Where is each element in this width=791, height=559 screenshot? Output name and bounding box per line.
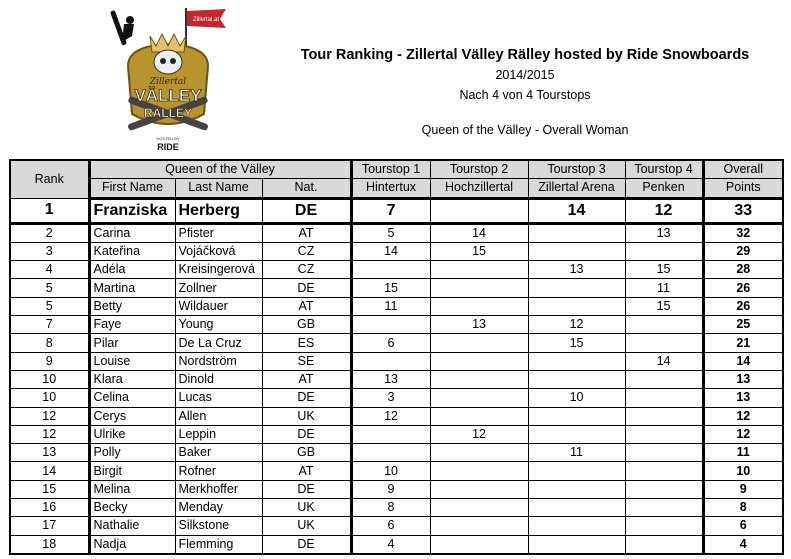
tourstop4-points <box>625 370 703 388</box>
tourstop1-points <box>351 352 430 370</box>
tourstop1-points <box>351 444 430 462</box>
last-name-cell: Young <box>175 316 262 334</box>
first-name-cell: Cerys <box>89 407 175 425</box>
table-row <box>10 499 783 517</box>
table-row <box>10 352 783 370</box>
overall-points: 13 <box>703 370 783 388</box>
category-title: Queen of the Välley - Overall Woman <box>421 123 629 137</box>
overall-points: 6 <box>703 517 783 535</box>
rank-cell: 10 <box>10 389 89 407</box>
tourstop2-points <box>430 370 528 388</box>
table-row <box>10 517 783 535</box>
tourstop1-location: Hintertux <box>351 179 430 198</box>
tourstop3-points <box>528 352 625 370</box>
nat-cell: DE <box>262 535 351 554</box>
tourstop4-points <box>625 316 703 334</box>
tourstop3-points <box>528 297 625 315</box>
tourstop3-points: 11 <box>528 444 625 462</box>
overall-points: 8 <box>703 499 783 517</box>
valley-ralley-logo <box>108 6 228 156</box>
tourstop1-points <box>351 316 430 334</box>
tourstop3-points <box>528 425 625 443</box>
tourstop3-points <box>528 370 625 388</box>
nat-cell: GB <box>262 444 351 462</box>
last-name-cell: Menday <box>175 499 262 517</box>
tourstop4-points <box>625 480 703 498</box>
tourstop2-points <box>430 517 528 535</box>
first-name-cell: Carina <box>89 223 175 242</box>
rank-cell: 17 <box>10 517 89 535</box>
table-row <box>10 261 783 279</box>
tourstop3-points: 12 <box>528 316 625 334</box>
tourstop3-points: 15 <box>528 334 625 352</box>
rank-cell: 4 <box>10 261 89 279</box>
tourstop2-points <box>430 407 528 425</box>
nat-cell: ES <box>262 334 351 352</box>
rank-cell: 12 <box>10 407 89 425</box>
first-name-cell: Nathalie <box>89 517 175 535</box>
group-header: Queen of the Välley <box>89 160 351 179</box>
tourstop2-points <box>430 334 528 352</box>
table-row <box>10 223 783 242</box>
tourstop2-points <box>430 261 528 279</box>
overall-points: 13 <box>703 389 783 407</box>
overall-points: 28 <box>703 261 783 279</box>
table-row <box>10 535 783 554</box>
overall-points: 12 <box>703 425 783 443</box>
overall-points: 14 <box>703 352 783 370</box>
table-row <box>10 316 783 334</box>
tourstop4-points <box>625 407 703 425</box>
logo-line2: VÄLLEY <box>134 86 202 105</box>
last-name-cell: Kreisingerová <box>175 261 262 279</box>
last-name-header: Last Name <box>175 179 262 198</box>
tourstop4-points <box>625 444 703 462</box>
tourstop2-points <box>430 352 528 370</box>
first-name-cell: Birgit <box>89 462 175 480</box>
tourstop2-points <box>430 297 528 315</box>
tourstop1-points: 5 <box>351 223 430 242</box>
tourstop1-header: Tourstop 1 <box>351 160 430 179</box>
nat-cell: CZ <box>262 261 351 279</box>
tourstop1-points: 12 <box>351 407 430 425</box>
nat-cell: DE <box>262 389 351 407</box>
last-name-cell: Allen <box>175 407 262 425</box>
overall-points: 25 <box>703 316 783 334</box>
tourstop1-points: 4 <box>351 535 430 554</box>
tourstop4-points <box>625 499 703 517</box>
overall-points: 10 <box>703 462 783 480</box>
last-name-cell: Lucas <box>175 389 262 407</box>
tourstop2-points: 13 <box>430 316 528 334</box>
first-name-cell: Becky <box>89 499 175 517</box>
tourstop3-header: Tourstop 3 <box>528 160 625 179</box>
tourstop2-points: 14 <box>430 223 528 242</box>
tourstop2-points <box>430 480 528 498</box>
tourstop1-points: 6 <box>351 517 430 535</box>
tourstop2-points <box>430 279 528 297</box>
tourstop1-points: 6 <box>351 334 430 352</box>
tourstop4-points <box>625 425 703 443</box>
tourstop3-location: Zillertal Arena <box>528 179 625 198</box>
rank-cell: 12 <box>10 425 89 443</box>
nat-cell: UK <box>262 499 351 517</box>
table-row <box>10 279 783 297</box>
first-name-cell: Klara <box>89 370 175 388</box>
first-name-cell: Betty <box>89 297 175 315</box>
tourstop1-points: 14 <box>351 242 430 260</box>
tourstop3-points <box>528 223 625 242</box>
tourstop3-points <box>528 462 625 480</box>
tourstop1-points <box>351 425 430 443</box>
first-name-cell: Ulrike <box>89 425 175 443</box>
nat-cell: DE <box>262 425 351 443</box>
overall-points: 9 <box>703 480 783 498</box>
last-name-cell: Silkstone <box>175 517 262 535</box>
overall-points: 12 <box>703 407 783 425</box>
last-name-cell: Flemming <box>175 535 262 554</box>
tourstop3-points <box>528 535 625 554</box>
rank-header: Rank <box>10 160 89 198</box>
tourstop1-points: 10 <box>351 462 430 480</box>
first-name-cell: Kateřina <box>89 242 175 260</box>
table-row <box>10 425 783 443</box>
rank-cell: 9 <box>10 352 89 370</box>
points-header: Points <box>703 179 783 198</box>
tourstop4-header: Tourstop 4 <box>625 160 703 179</box>
last-name-cell: Vojáčková <box>175 242 262 260</box>
nat-cell: CZ <box>262 242 351 260</box>
nat-cell: UK <box>262 407 351 425</box>
tourstop1-points: 9 <box>351 480 430 498</box>
tourstop4-points <box>625 517 703 535</box>
logo-brand: RIDE <box>157 142 179 152</box>
logo-line1: Zillertal <box>149 77 187 87</box>
tourstop3-points: 14 <box>528 198 625 223</box>
tourstop3-points <box>528 517 625 535</box>
nat-cell: GB <box>262 316 351 334</box>
overall-points: 11 <box>703 444 783 462</box>
tourstop1-points: 7 <box>351 198 430 223</box>
tourstop2-points <box>430 444 528 462</box>
logo-line3: RÄLLEY <box>144 106 192 120</box>
table-row <box>10 389 783 407</box>
tourstop1-points: 3 <box>351 389 430 407</box>
rank-cell: 3 <box>10 242 89 260</box>
overall-header: Overall <box>703 160 783 179</box>
tourstop4-points <box>625 535 703 554</box>
first-name-cell: Melina <box>89 480 175 498</box>
tourstop3-points <box>528 499 625 517</box>
season: 2014/2015 <box>495 68 555 82</box>
rank-cell: 8 <box>10 334 89 352</box>
tourstop2-points: 12 <box>430 425 528 443</box>
tourstop4-points <box>625 334 703 352</box>
overall-points: 29 <box>703 242 783 260</box>
tourstop4-location: Penken <box>625 179 703 198</box>
tourstop2-points: 15 <box>430 242 528 260</box>
last-name-cell: Baker <box>175 444 262 462</box>
tourstop1-points: 8 <box>351 499 430 517</box>
first-name-cell: Nadja <box>89 535 175 554</box>
first-name-cell: Franziska <box>89 198 175 223</box>
first-name-cell: Louise <box>89 352 175 370</box>
tourstop1-points <box>351 261 430 279</box>
tourstop4-points: 12 <box>625 198 703 223</box>
tourstop2-points <box>430 389 528 407</box>
last-name-cell: Nordström <box>175 352 262 370</box>
overall-points: 32 <box>703 223 783 242</box>
overall-points: 26 <box>703 279 783 297</box>
last-name-cell: Zollner <box>175 279 262 297</box>
nat-cell: AT <box>262 462 351 480</box>
last-name-cell: Merkhoffer <box>175 480 262 498</box>
last-name-cell: De La Cruz <box>175 334 262 352</box>
rank-cell: 7 <box>10 316 89 334</box>
first-name-cell: Celina <box>89 389 175 407</box>
overall-points: 21 <box>703 334 783 352</box>
nat-header: Nat. <box>262 179 351 198</box>
logo-hosted: HOSTED BY <box>156 136 180 141</box>
tourstop4-points: 11 <box>625 279 703 297</box>
rank-cell: 14 <box>10 462 89 480</box>
tourstop4-points <box>625 462 703 480</box>
stops-status: Nach 4 von 4 Tourstops <box>459 88 591 102</box>
rank-cell: 16 <box>10 499 89 517</box>
tourstop1-points: 11 <box>351 297 430 315</box>
first-name-cell: Martina <box>89 279 175 297</box>
tourstop4-points: 15 <box>625 261 703 279</box>
table-row <box>10 297 783 315</box>
tourstop3-points <box>528 242 625 260</box>
tourstop1-points: 15 <box>351 279 430 297</box>
tourstop2-location: Hochzillertal <box>430 179 528 198</box>
rank-cell: 5 <box>10 279 89 297</box>
last-name-cell: Wildauer <box>175 297 262 315</box>
rank-cell: 18 <box>10 535 89 554</box>
tourstop2-points <box>430 462 528 480</box>
first-name-cell: Adéla <box>89 261 175 279</box>
table-row <box>10 242 783 260</box>
table-row <box>10 334 783 352</box>
last-name-cell: Dinold <box>175 370 262 388</box>
nat-cell: DE <box>262 198 351 223</box>
table-row <box>10 407 783 425</box>
rank-cell: 2 <box>10 223 89 242</box>
nat-cell: AT <box>262 370 351 388</box>
nat-cell: UK <box>262 517 351 535</box>
rank-cell: 1 <box>10 198 89 223</box>
nat-cell: DE <box>262 279 351 297</box>
tourstop3-points <box>528 279 625 297</box>
overall-points: 4 <box>703 535 783 554</box>
ranking-table <box>9 159 784 555</box>
tourstop3-points <box>528 407 625 425</box>
last-name-cell: Rofner <box>175 462 262 480</box>
first-name-header: First Name <box>89 179 175 198</box>
nat-cell: DE <box>262 480 351 498</box>
tourstop3-points <box>528 480 625 498</box>
table-row <box>10 462 783 480</box>
tourstop2-points <box>430 499 528 517</box>
first-name-cell: Faye <box>89 316 175 334</box>
first-name-cell: Polly <box>89 444 175 462</box>
rank-cell: 15 <box>10 480 89 498</box>
tourstop4-points: 14 <box>625 352 703 370</box>
first-name-cell: Pilar <box>89 334 175 352</box>
page-title: Tour Ranking - Zillertal Välley Rälley hosted by Ride Snowboards <box>300 47 750 63</box>
tourstop4-points: 15 <box>625 297 703 315</box>
table-row <box>10 480 783 498</box>
tourstop4-points: 13 <box>625 223 703 242</box>
overall-points: 26 <box>703 297 783 315</box>
nat-cell: AT <box>262 223 351 242</box>
overall-points: 33 <box>703 198 783 223</box>
nat-cell: AT <box>262 297 351 315</box>
table-row <box>10 198 783 223</box>
rank-cell: 10 <box>10 370 89 388</box>
last-name-cell: Herberg <box>175 198 262 223</box>
table-row <box>10 444 783 462</box>
tourstop3-points: 10 <box>528 389 625 407</box>
tourstop4-points <box>625 242 703 260</box>
tourstop4-points <box>625 389 703 407</box>
rank-cell: 5 <box>10 297 89 315</box>
tourstop3-points: 13 <box>528 261 625 279</box>
tourstop2-points <box>430 535 528 554</box>
rank-cell: 13 <box>10 444 89 462</box>
tourstop2-points <box>430 198 528 223</box>
last-name-cell: Pfister <box>175 223 262 242</box>
tourstop2-header: Tourstop 2 <box>430 160 528 179</box>
logo-flag-text: Zillertal.at <box>192 17 220 23</box>
last-name-cell: Leppin <box>175 425 262 443</box>
table-row <box>10 370 783 388</box>
tourstop1-points: 13 <box>351 370 430 388</box>
nat-cell: SE <box>262 352 351 370</box>
